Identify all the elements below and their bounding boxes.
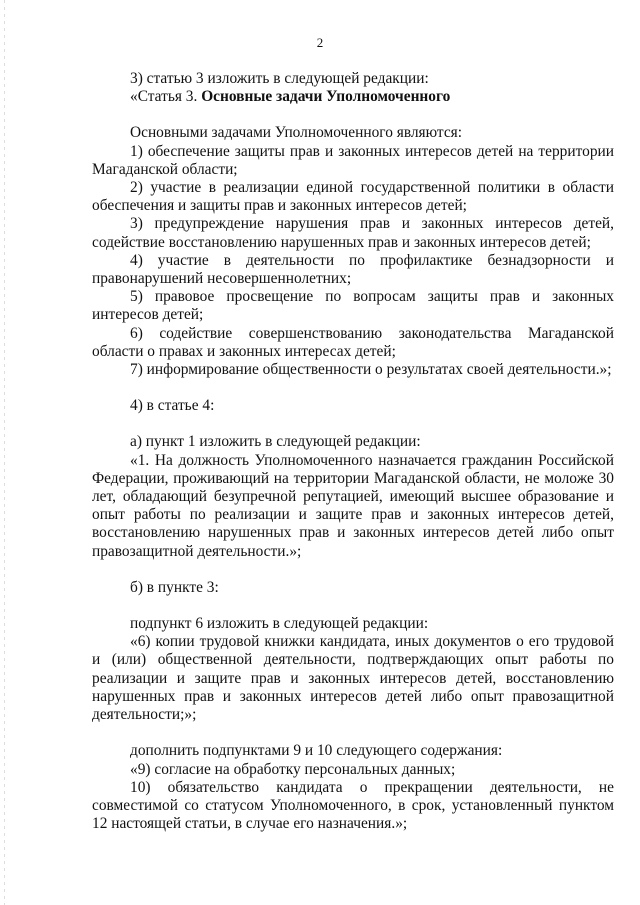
tasks-intro: Основными задачами Уполномоченного являются:: [130, 124, 463, 142]
subitem-b: б) в пункте 3:: [130, 578, 219, 596]
amendment-item-3: 3) статью 3 изложить в следующей редакции:: [130, 70, 429, 87]
task-item-5: 5) правовое просвещение по вопросам защиты прав и законных интересов детей;: [92, 288, 614, 324]
subitem-a: а) пункт 1 изложить в следующей редакции:: [130, 433, 421, 451]
article-3-title: Основные задачи Уполномоченного: [201, 88, 451, 106]
task-item-1: 1) обеспечение защиты прав и законных интересов детей на территории Магаданской области;: [92, 142, 614, 178]
task-item-4: 4) участие в деятельности по профилактике безнадзорности и правонарушений несовершеннолетних;: [92, 251, 614, 288]
subclause-6-text: «6) копии трудовой книжки кандидата, иных документов о его трудовой и (или) общественной деятельности, подтверждающих опыт работы по реализации и защите прав и законных интересов детей, восстановлению нарушенных прав и законных интересов детей либо опыт правозащитной деятельности;»;: [92, 633, 614, 724]
document-body: [92, 70, 614, 833]
subclauses-9-10-intro: дополнить подпунктами 9 и 10 следующего содержания:: [130, 742, 503, 760]
amendment-item-4: 4) в статье 4:: [130, 397, 215, 415]
subclause-6-intro: подпункт 6 изложить в следующей редакции:: [130, 615, 429, 633]
task-item-7: 7) информирование общественности о результатах своей деятельности.»;: [130, 361, 612, 379]
scan-edge: [4, 0, 5, 905]
article-3-heading: [92, 88, 614, 106]
page-number: 2: [316, 35, 324, 50]
task-item-6: 6) содействие совершенствованию законодательства Магаданской области о правах и законных интересах детей;: [92, 324, 614, 360]
article-3-label: «Статья 3.: [130, 88, 198, 106]
task-item-2: 2) участие в реализации единой государственной политики в области обеспечения и защиты прав и законных интересов детей;: [92, 179, 614, 215]
subclause-9-text: «9) согласие на обработку персональных данных;: [130, 760, 456, 778]
clause-1-text: «1. На должность Уполномоченного назначается гражданин Российской Федерации, проживающий на территории Магаданской области, не моложе 30 лет, обладающий безупречной репутацией, имеющий высшее образование и опыт работы по реализации и защите прав и законных интересов детей, восстановлению нарушенных прав и законных интересов детей либо опыт правозащитной деятельности.»;: [92, 451, 614, 560]
subclause-10-text: 10) обязательство кандидата о прекращении деятельности, не совместимой со статусом Уполномоченного, в срок, установленный пунктом 12 настоящей статьи, в случае его назначения.»;: [92, 778, 614, 833]
task-item-3: 3) предупреждение нарушения прав и законных интересов детей, содействие восстановлению нарушенных прав и законных интересов детей;: [92, 215, 614, 251]
